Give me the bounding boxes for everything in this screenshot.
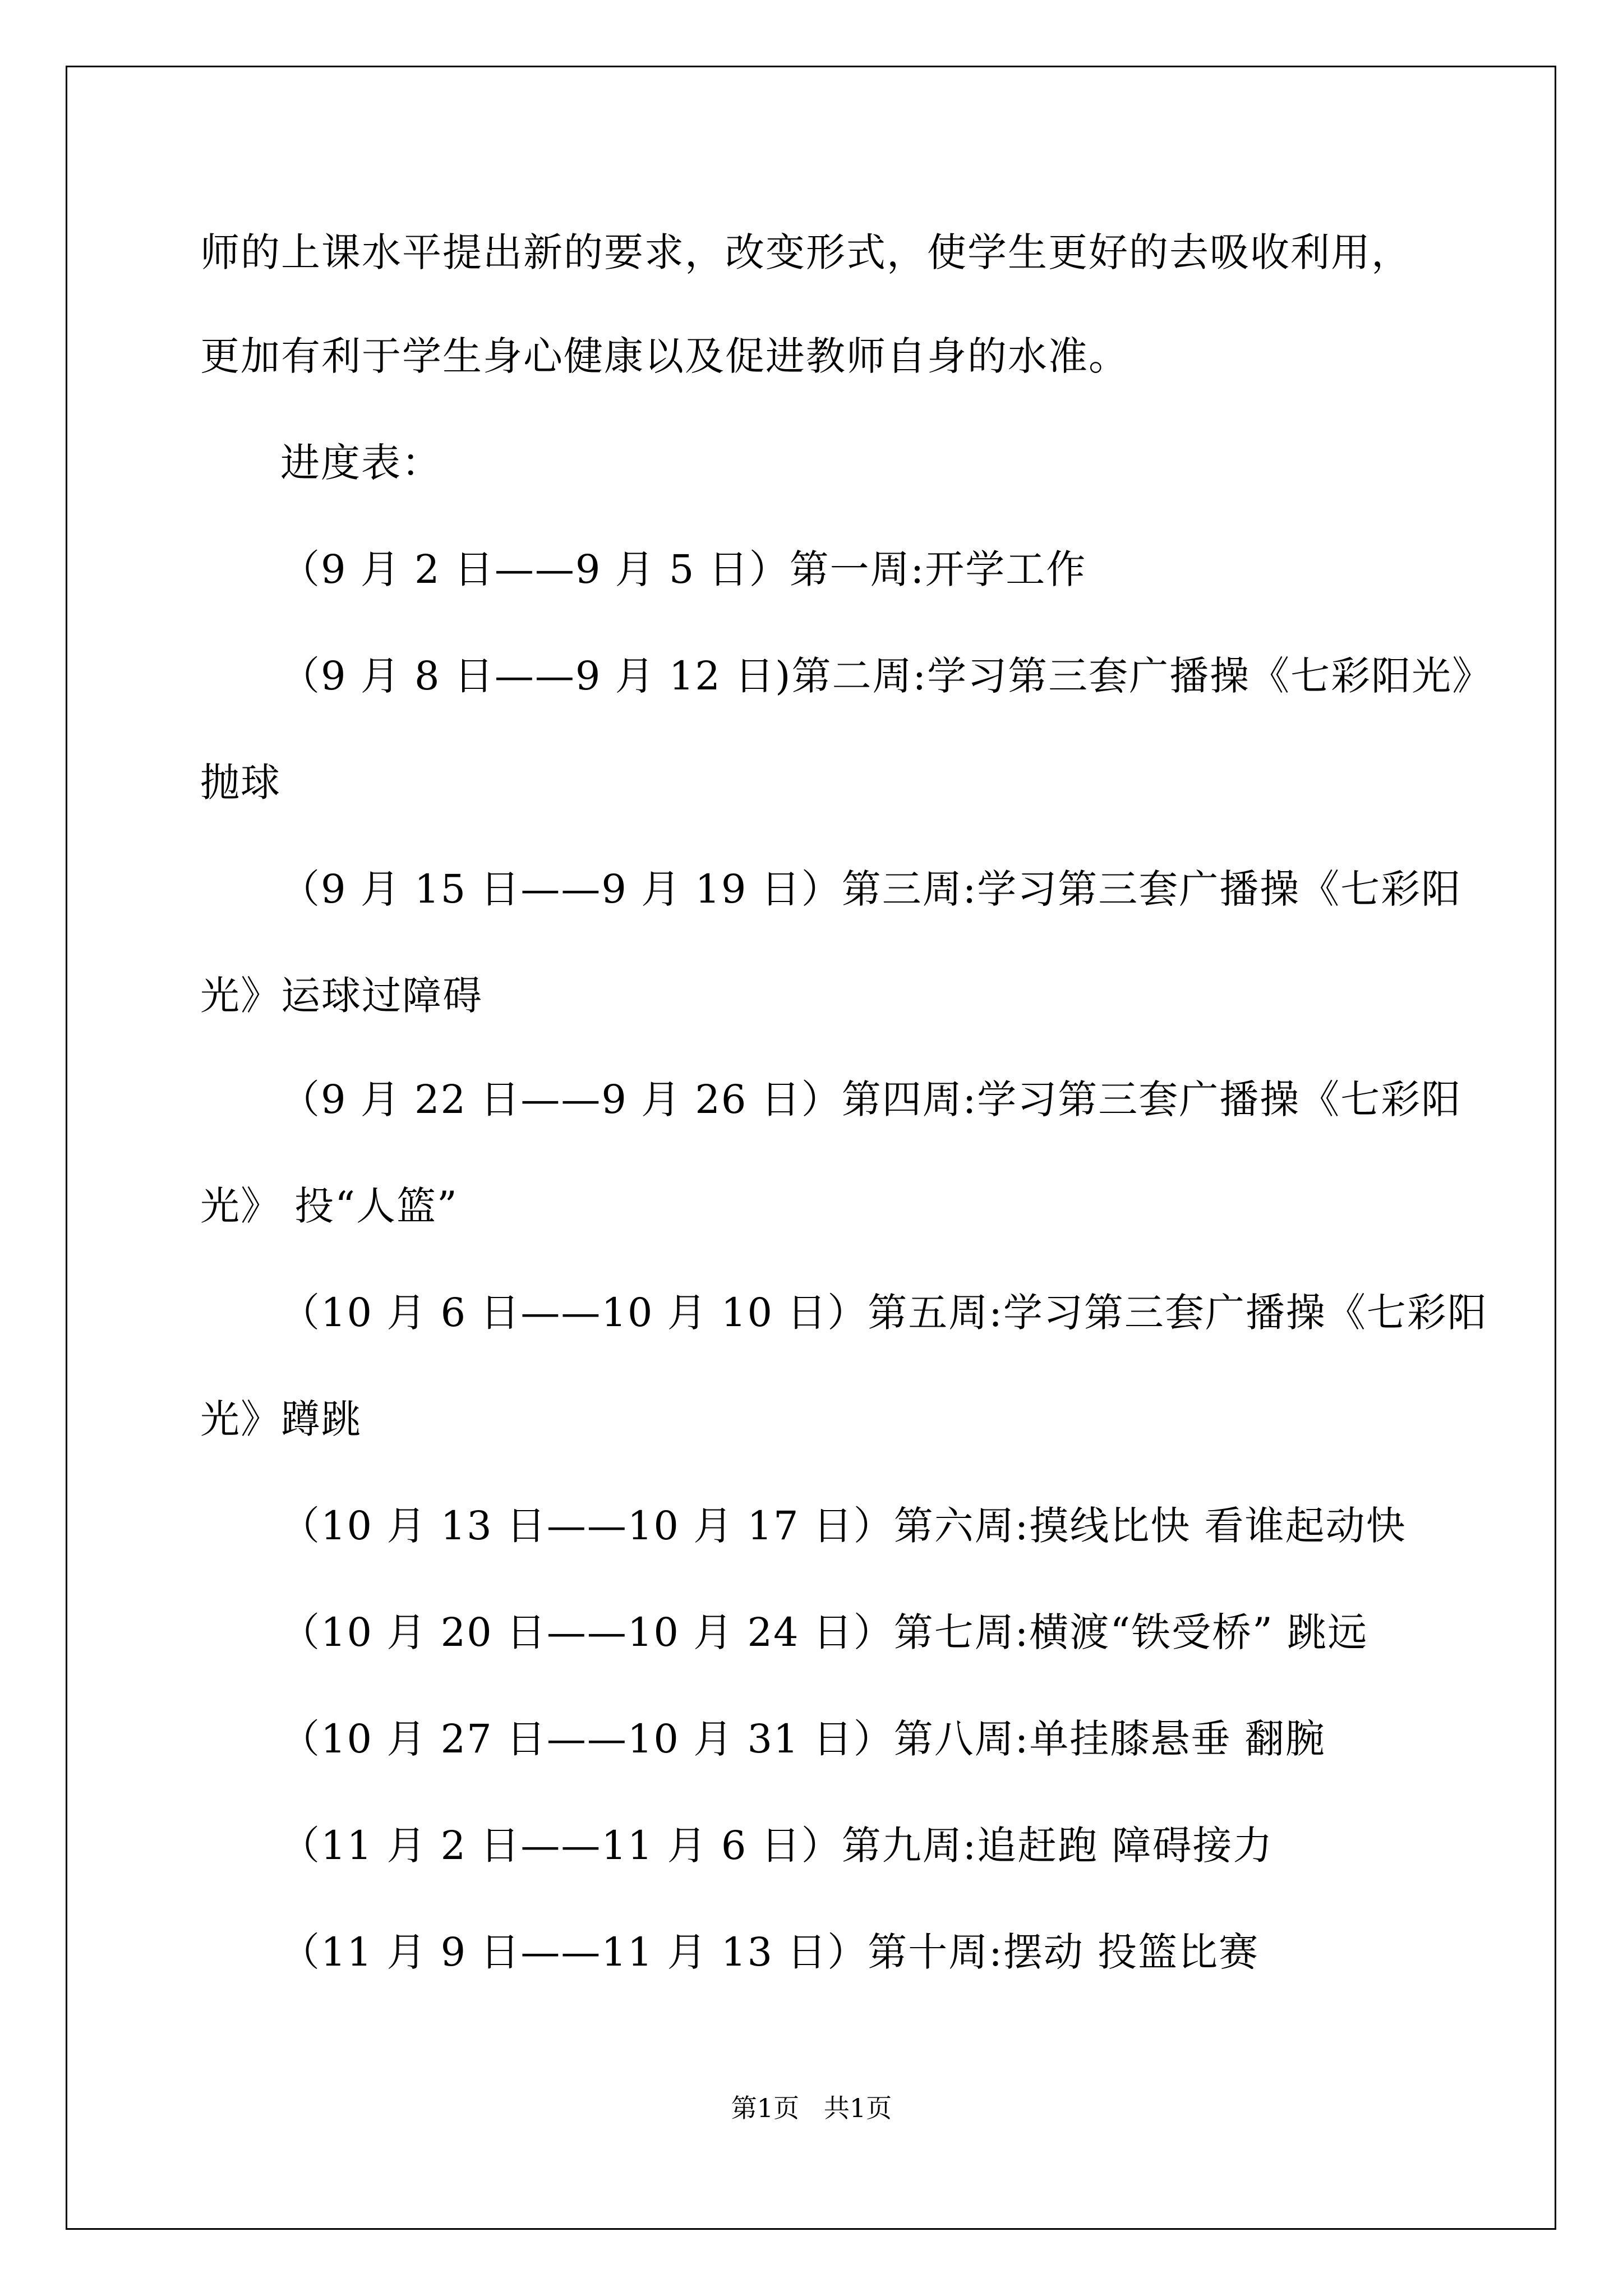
schedule-week-2: （9 月 8 日——9 月 12 日)第二周:学习第三套广播操《七彩阳光》 xyxy=(280,653,1493,699)
schedule-week-3-cont: 光》运球过障碍 xyxy=(200,973,483,1019)
page-footer: 第1页 共1页 xyxy=(731,2093,892,2123)
schedule-heading: 进度表： xyxy=(280,440,442,486)
schedule-week-3: （9 月 15 日——9 月 19 日）第三周:学习第三套广播操《七彩阳 xyxy=(280,866,1462,912)
schedule-week-8: （10 月 27 日——10 月 31 日）第八周:单挂膝悬垂 翻腕 xyxy=(280,1716,1326,1762)
schedule-week-6: （10 月 13 日——10 月 17 日）第六周:摸线比快 看谁起动快 xyxy=(280,1503,1407,1549)
schedule-week-10: （11 月 9 日——11 月 13 日）第十周:摆动 投篮比赛 xyxy=(280,1929,1260,1975)
body-line-1: 师的上课水平提出新的要求，改变形式，使学生更好的去吸收利用， xyxy=(200,229,1412,275)
schedule-week-1: （9 月 2 日——9 月 5 日）第一周:开学工作 xyxy=(280,546,1087,592)
schedule-week-7: （10 月 20 日——10 月 24 日）第七周:横渡“铁受桥” 跳远 xyxy=(280,1609,1368,1655)
schedule-week-9: （11 月 2 日——11 月 6 日）第九周:追赶跑 障碍接力 xyxy=(280,1823,1274,1869)
schedule-week-5: （10 月 6 日——10 月 10 日）第五周:学习第三套广播操《七彩阳 xyxy=(280,1290,1488,1336)
schedule-week-2-cont: 抛球 xyxy=(200,760,281,806)
page-border xyxy=(66,66,1556,2230)
schedule-week-4: （9 月 22 日——9 月 26 日）第四周:学习第三套广播操《七彩阳 xyxy=(280,1076,1462,1122)
schedule-week-5-cont: 光》蹲跳 xyxy=(200,1396,362,1442)
schedule-week-4-cont: 光》 投“人篮” xyxy=(200,1183,458,1229)
body-line-2: 更加有利于学生身心健康以及促进教师自身的水准。 xyxy=(200,333,1129,379)
